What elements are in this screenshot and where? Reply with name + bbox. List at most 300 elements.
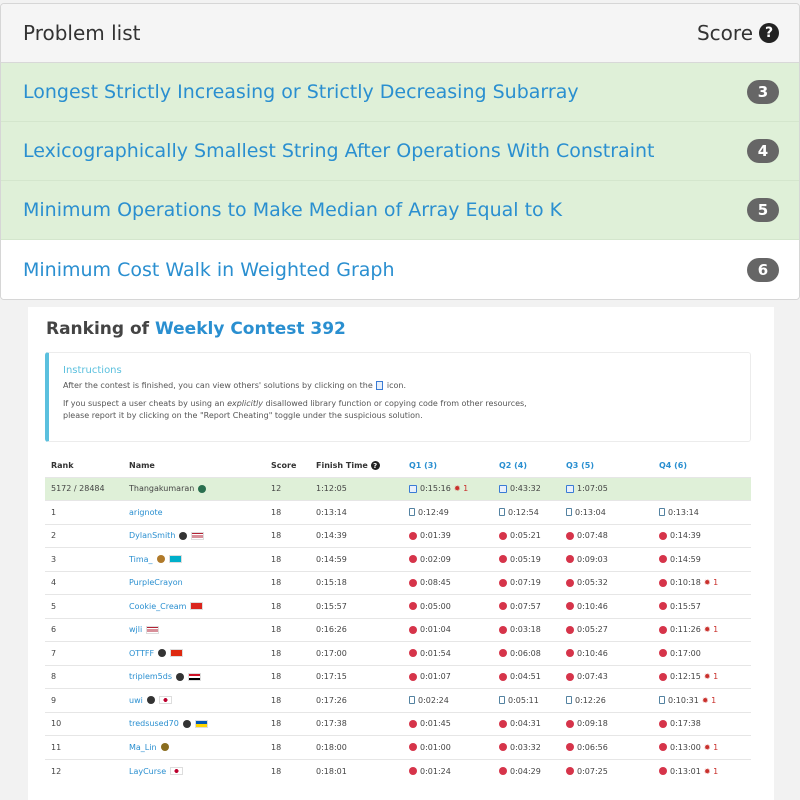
rank-value: 1 <box>51 507 57 517</box>
cpp-icon[interactable] <box>499 767 507 775</box>
col-q2[interactable]: Q2 (4) <box>499 461 528 471</box>
q2-cell <box>499 524 566 548</box>
user-link[interactable]: Tima_ <box>129 554 153 564</box>
user-link[interactable]: PurpleCrayon <box>129 578 183 588</box>
solve-time: 0:10:46 <box>577 601 608 611</box>
rank-cell <box>45 548 129 572</box>
score-value: 18 <box>271 648 282 658</box>
q3-cell <box>566 736 659 760</box>
q3-cell <box>566 571 659 595</box>
problem-list-title: Problem list <box>23 21 141 45</box>
solution-file-icon[interactable] <box>566 485 574 493</box>
ranking-row <box>45 548 751 572</box>
ranking-row <box>45 477 751 501</box>
q2-cell <box>499 665 566 689</box>
solve-time: 0:02:09 <box>420 554 451 564</box>
avatar <box>176 673 184 681</box>
name-cell <box>129 595 271 619</box>
col-rank: Rank <box>51 461 74 471</box>
solve-time: 0:12:54 <box>508 507 539 517</box>
cpp-icon[interactable] <box>499 579 507 587</box>
help-icon[interactable]: ? <box>371 461 380 470</box>
ranking-row <box>45 618 751 642</box>
solve-time: 0:12:49 <box>418 507 449 517</box>
cpp-icon[interactable] <box>499 743 507 751</box>
ranking-panel <box>28 307 774 800</box>
rank-value: 5 <box>51 601 57 611</box>
problem-link[interactable]: Minimum Cost Walk in Weighted Graph <box>23 258 395 281</box>
solve-time: 0:15:16 <box>420 484 451 494</box>
instructions-line-1: After the contest is finished, you can view others' solutions by clicking on the icon. <box>63 381 407 390</box>
solve-time: 0:01:00 <box>420 742 451 752</box>
cpp-icon[interactable] <box>659 555 667 563</box>
solve-time: 0:13:14 <box>668 507 699 517</box>
java-icon[interactable] <box>499 696 505 704</box>
problem-link[interactable]: Minimum Operations to Make Median of Array Equal to K <box>23 199 563 221</box>
col-finish-time: Finish Time ? <box>316 455 409 477</box>
rank-cell <box>45 524 129 548</box>
q3-cell <box>566 689 659 713</box>
cpp-icon[interactable] <box>409 579 417 587</box>
solve-time: 0:01:07 <box>420 672 451 682</box>
solve-time: 0:15:57 <box>670 601 701 611</box>
score-cell <box>271 689 316 713</box>
finish-cell <box>316 689 409 713</box>
name-cell <box>129 524 271 548</box>
flag-icon <box>190 602 203 610</box>
rank-cell <box>45 759 129 783</box>
java-icon[interactable] <box>499 508 505 516</box>
instructions-heading: Instructions <box>63 365 122 376</box>
cpp-icon[interactable] <box>566 720 574 728</box>
rank-cell <box>45 477 129 501</box>
score-value: 18 <box>271 695 282 705</box>
q2-cell <box>499 548 566 572</box>
cpp-icon[interactable] <box>499 532 507 540</box>
ranking-header-row <box>45 455 751 477</box>
cpp-icon[interactable] <box>499 649 507 657</box>
solve-time: 0:12:26 <box>575 695 606 705</box>
cpp-icon[interactable] <box>659 626 667 634</box>
q1-cell <box>409 501 499 525</box>
help-icon[interactable]: ? <box>759 23 779 43</box>
rank-value: 2 <box>51 531 57 541</box>
score-value: 18 <box>271 554 282 564</box>
flag-icon <box>159 696 172 704</box>
user-link[interactable]: LayCurse <box>129 766 167 776</box>
java-icon[interactable] <box>659 508 665 516</box>
cpp-icon[interactable] <box>409 555 417 563</box>
name-cell <box>129 477 271 501</box>
score-cell <box>271 595 316 619</box>
rank-value: 12 <box>51 766 62 776</box>
score-badge: 6 <box>747 258 779 282</box>
name-cell <box>129 571 271 595</box>
q2-cell <box>499 595 566 619</box>
finish-time: 1:12:05 <box>316 484 347 494</box>
score-value: 18 <box>271 531 282 541</box>
problem-link[interactable]: Longest Strictly Increasing or Strictly Decreasing Subarray <box>23 81 579 103</box>
solve-time: 0:04:29 <box>510 766 541 776</box>
q4-cell <box>659 665 751 689</box>
avatar <box>161 743 169 751</box>
wrong-submission-badge <box>704 767 718 776</box>
cpp-icon[interactable] <box>659 673 667 681</box>
name-cell <box>129 665 271 689</box>
q1-cell <box>409 595 499 619</box>
finish-cell <box>316 618 409 642</box>
name-cell <box>129 501 271 525</box>
q4-cell <box>659 548 751 572</box>
finish-time: 0:15:57 <box>316 601 347 611</box>
solve-time: 0:04:31 <box>510 719 541 729</box>
bug-icon: ✹ <box>453 484 464 494</box>
solution-file-icon[interactable] <box>499 485 507 493</box>
cpp-icon[interactable] <box>659 532 667 540</box>
contest-link[interactable]: Weekly Contest 392 <box>154 319 346 339</box>
java-icon[interactable] <box>659 696 665 704</box>
solve-time: 0:17:38 <box>670 719 701 729</box>
solve-time: 0:43:32 <box>510 484 541 494</box>
q2-cell <box>499 571 566 595</box>
bug-icon: ✹ <box>703 578 714 588</box>
ranking-body <box>45 477 751 783</box>
finish-cell <box>316 548 409 572</box>
wrong-submission-badge <box>702 696 716 705</box>
solve-time: 0:07:25 <box>577 766 608 776</box>
score-value: 18 <box>271 766 282 776</box>
java-icon[interactable] <box>409 696 415 704</box>
solve-time: 0:11:26 <box>670 625 701 635</box>
score-value: 18 <box>271 601 282 611</box>
finish-time: 0:18:00 <box>316 742 347 752</box>
name-cell <box>129 736 271 760</box>
rank-value: 11 <box>51 742 62 752</box>
solve-time: 0:05:32 <box>577 578 608 588</box>
score-cell <box>271 665 316 689</box>
user-link[interactable]: uwi <box>129 695 143 705</box>
rank-value: 9 <box>51 695 57 705</box>
score-cell <box>271 618 316 642</box>
cpp-icon[interactable] <box>566 555 574 563</box>
q1-cell <box>409 712 499 736</box>
instructions-line-2: If you suspect a user cheats by using an explicitly disallowed library function or copying code from other resources, please report it by clicking on the "Report Cheating" toggle under the suspicious solution. <box>63 399 527 420</box>
user-link[interactable]: Cookie_Cream <box>129 601 187 611</box>
score-label: Score <box>696 21 753 45</box>
cpp-icon[interactable] <box>566 767 574 775</box>
user-link[interactable]: DylanSmith <box>129 531 176 541</box>
score-cell <box>271 759 316 783</box>
java-icon[interactable] <box>566 508 572 516</box>
cpp-icon[interactable] <box>409 743 417 751</box>
cpp-icon[interactable] <box>409 602 417 610</box>
user-link[interactable]: triplem5ds <box>129 672 172 682</box>
cpp-icon[interactable] <box>566 532 574 540</box>
finish-cell <box>316 524 409 548</box>
solve-time: 0:03:18 <box>510 625 541 635</box>
score-value: 18 <box>271 578 282 588</box>
solve-time: 0:07:57 <box>510 601 541 611</box>
q3-cell <box>566 477 659 501</box>
cpp-icon[interactable] <box>499 673 507 681</box>
q3-cell <box>566 665 659 689</box>
cpp-icon[interactable] <box>499 626 507 634</box>
finish-cell <box>316 759 409 783</box>
solve-time: 0:13:00 <box>670 742 701 752</box>
finish-cell <box>316 477 409 501</box>
score-badge: 4 <box>747 139 779 163</box>
ranking-row <box>45 759 751 783</box>
user-link[interactable]: arignote <box>129 507 163 517</box>
instructions-box <box>45 352 751 442</box>
ranking-title-prefix: Ranking of <box>46 319 150 339</box>
q4-cell <box>659 759 751 783</box>
avatar <box>198 485 206 493</box>
cpp-icon[interactable] <box>659 602 667 610</box>
q1-cell <box>409 736 499 760</box>
cpp-icon[interactable] <box>566 579 574 587</box>
name-cell <box>129 642 271 666</box>
q1-cell <box>409 548 499 572</box>
problem-list-header <box>1 4 799 63</box>
finish-cell <box>316 571 409 595</box>
q4-cell <box>659 595 751 619</box>
flag-icon <box>146 626 159 634</box>
finish-time: 0:17:26 <box>316 695 347 705</box>
score-value: 18 <box>271 742 282 752</box>
col-q1[interactable]: Q1 (3) <box>409 461 438 471</box>
user-link[interactable]: Ma_Lin <box>129 742 157 752</box>
bug-icon: ✹ <box>703 672 714 682</box>
score-cell <box>271 571 316 595</box>
q4-cell <box>659 618 751 642</box>
finish-cell <box>316 736 409 760</box>
wrong-count: 1 <box>463 484 469 494</box>
cpp-icon[interactable] <box>566 602 574 610</box>
q2-cell <box>499 759 566 783</box>
q2-cell <box>499 618 566 642</box>
solution-file-icon[interactable] <box>409 485 417 493</box>
flag-icon <box>195 720 208 728</box>
finish-cell <box>316 501 409 525</box>
cpp-icon[interactable] <box>566 626 574 634</box>
rank-cell <box>45 571 129 595</box>
score-value: 18 <box>271 507 282 517</box>
cpp-icon[interactable] <box>566 743 574 751</box>
col-score: Score <box>271 461 297 471</box>
bug-icon: ✹ <box>701 695 712 705</box>
finish-time: 0:14:59 <box>316 554 347 564</box>
wrong-count: 1 <box>713 742 719 752</box>
solve-time: 0:04:51 <box>510 672 541 682</box>
rank-cell <box>45 665 129 689</box>
solve-time: 0:01:54 <box>420 648 451 658</box>
q3-cell <box>566 642 659 666</box>
wrong-submission-badge <box>704 625 718 634</box>
problem-link[interactable]: Lexicographically Smallest String After Operations With Constraint <box>23 140 655 162</box>
finish-time: 0:15:18 <box>316 578 347 588</box>
score-badge: 5 <box>747 198 779 222</box>
solve-time: 0:07:19 <box>510 578 541 588</box>
ranking-row <box>45 689 751 713</box>
q2-cell <box>499 501 566 525</box>
finish-cell <box>316 642 409 666</box>
solve-time: 0:13:01 <box>670 766 701 776</box>
score-badge: 3 <box>747 80 779 104</box>
bug-icon: ✹ <box>703 742 714 752</box>
solve-time: 0:03:32 <box>510 742 541 752</box>
score-cell <box>271 712 316 736</box>
rank-value: 10 <box>51 719 62 729</box>
solve-time: 0:10:18 <box>670 578 701 588</box>
finish-time: 0:17:15 <box>316 672 347 682</box>
rank-value: 5172 / 28484 <box>51 484 105 494</box>
q2-cell <box>499 689 566 713</box>
solve-time: 0:05:00 <box>420 601 451 611</box>
q4-cell <box>659 689 751 713</box>
q1-cell <box>409 571 499 595</box>
solve-time: 0:05:19 <box>510 554 541 564</box>
java-icon[interactable] <box>409 508 415 516</box>
problem-row <box>1 240 799 299</box>
cpp-icon[interactable] <box>659 649 667 657</box>
solve-time: 0:10:31 <box>668 695 699 705</box>
problem-row <box>1 181 799 240</box>
problem-list-panel <box>0 3 800 300</box>
solve-time: 0:05:11 <box>508 695 539 705</box>
q4-cell <box>659 524 751 548</box>
finish-cell <box>316 665 409 689</box>
solve-time: 0:01:45 <box>420 719 451 729</box>
avatar <box>147 696 155 704</box>
rank-cell <box>45 712 129 736</box>
cpp-icon[interactable] <box>566 673 574 681</box>
q3-cell <box>566 595 659 619</box>
solve-time: 0:02:24 <box>418 695 449 705</box>
score-cell <box>271 642 316 666</box>
wrong-count: 1 <box>713 625 719 635</box>
cpp-icon[interactable] <box>499 602 507 610</box>
ranking-row <box>45 712 751 736</box>
ranking-row <box>45 642 751 666</box>
solve-time: 0:01:04 <box>420 625 451 635</box>
wrong-submission-badge <box>454 484 468 493</box>
score-value: 18 <box>271 719 282 729</box>
q3-cell <box>566 618 659 642</box>
finish-time: 0:14:39 <box>316 531 347 541</box>
q2-cell <box>499 736 566 760</box>
finish-time: 0:16:26 <box>316 625 347 635</box>
wrong-count: 1 <box>713 578 719 588</box>
user-link[interactable]: tredsused70 <box>129 719 179 729</box>
q1-cell <box>409 524 499 548</box>
rank-value: 7 <box>51 648 57 658</box>
wrong-count: 1 <box>711 695 717 705</box>
rank-value: 4 <box>51 578 57 588</box>
solve-time: 0:07:48 <box>577 531 608 541</box>
cpp-icon[interactable] <box>566 649 574 657</box>
name-cell <box>129 548 271 572</box>
ranking-row <box>45 595 751 619</box>
rank-value: 6 <box>51 625 57 635</box>
cpp-icon[interactable] <box>409 532 417 540</box>
col-q3[interactable]: Q3 (5) <box>566 461 595 471</box>
solve-time: 0:12:15 <box>670 672 701 682</box>
flag-icon <box>188 673 201 681</box>
cpp-icon[interactable] <box>659 579 667 587</box>
q3-cell <box>566 759 659 783</box>
cpp-icon[interactable] <box>659 767 667 775</box>
avatar <box>158 649 166 657</box>
solve-time: 0:05:21 <box>510 531 541 541</box>
problem-row <box>1 122 799 181</box>
solve-time: 0:13:04 <box>575 507 606 517</box>
cpp-icon[interactable] <box>409 649 417 657</box>
score-header <box>697 21 779 45</box>
solve-time: 0:09:03 <box>577 554 608 564</box>
col-name: Name <box>129 461 155 471</box>
ranking-row <box>45 571 751 595</box>
cpp-icon[interactable] <box>499 555 507 563</box>
cpp-icon[interactable] <box>409 626 417 634</box>
q1-cell <box>409 665 499 689</box>
score-value: 18 <box>271 672 282 682</box>
q4-cell <box>659 477 751 501</box>
solve-time: 0:05:27 <box>577 625 608 635</box>
q4-cell <box>659 712 751 736</box>
score-cell <box>271 736 316 760</box>
user-link[interactable]: wjli <box>129 625 143 635</box>
q2-cell <box>499 712 566 736</box>
avatar <box>179 532 187 540</box>
q4-cell <box>659 736 751 760</box>
cpp-icon[interactable] <box>409 720 417 728</box>
rank-cell <box>45 689 129 713</box>
cpp-icon[interactable] <box>659 720 667 728</box>
rank-value: 8 <box>51 672 57 682</box>
rank-cell <box>45 501 129 525</box>
q2-cell <box>499 477 566 501</box>
wrong-count: 1 <box>713 672 719 682</box>
finish-time: 0:17:00 <box>316 648 347 658</box>
rank-cell <box>45 618 129 642</box>
user-link[interactable]: OTTFF <box>129 648 155 658</box>
q1-cell <box>409 477 499 501</box>
cpp-icon[interactable] <box>409 673 417 681</box>
ranking-table <box>45 455 751 783</box>
cpp-icon[interactable] <box>659 743 667 751</box>
finish-time: 0:13:14 <box>316 507 347 517</box>
wrong-submission-badge <box>704 578 718 587</box>
name-cell <box>129 689 271 713</box>
cpp-icon[interactable] <box>409 767 417 775</box>
flag-icon <box>170 649 183 657</box>
q3-cell <box>566 712 659 736</box>
java-icon[interactable] <box>566 696 572 704</box>
q3-cell <box>566 548 659 572</box>
finish-time: 0:18:01 <box>316 766 347 776</box>
wrong-submission-badge <box>704 672 718 681</box>
rank-value: 3 <box>51 554 57 564</box>
wrong-submission-badge <box>704 743 718 752</box>
solve-time: 0:08:45 <box>420 578 451 588</box>
name-cell <box>129 618 271 642</box>
col-q4[interactable]: Q4 (6) <box>659 461 688 471</box>
cpp-icon[interactable] <box>499 720 507 728</box>
q4-cell <box>659 642 751 666</box>
solve-time: 0:06:08 <box>510 648 541 658</box>
problem-row <box>1 63 799 122</box>
